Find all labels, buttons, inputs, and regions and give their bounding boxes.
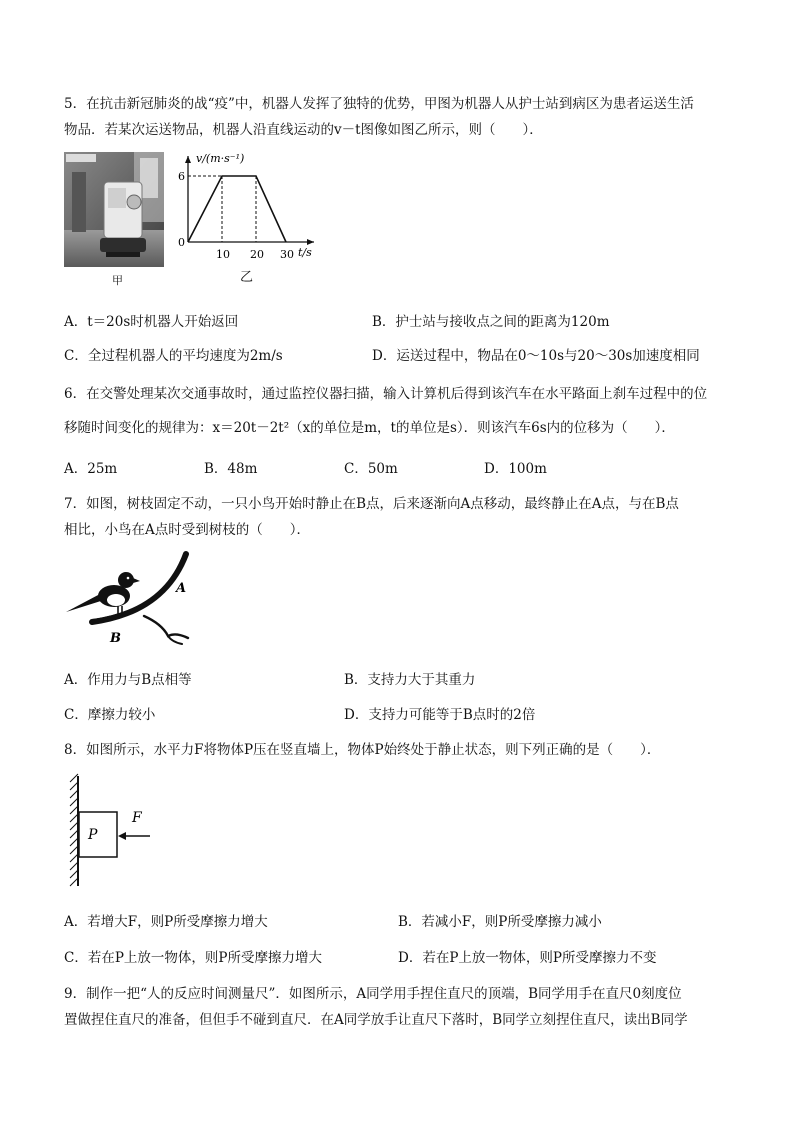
q5-option-d[interactable]: D．运送过程中，物品在0～10s与20～30s加速度相同: [372, 348, 700, 364]
q6-option-b[interactable]: B．48m: [204, 461, 258, 477]
q5-stem-line2: 物品．若某次运送物品，机器人沿直线运动的v－t图像如图乙所示，则（ ）．: [64, 122, 543, 138]
fig-yi-label: 乙: [240, 270, 254, 285]
fig-jia-label: 甲: [112, 274, 123, 287]
q5-option-a[interactable]: A．t＝20s时机器人开始返回: [64, 314, 239, 330]
q9-stem-line1: 9．制作一把“人的反应时间测量尺”．如图所示，A同学用手捏住直尺的顶端，B同学用手在直尺0刻度位: [64, 986, 682, 1002]
q6-stem-line2: 移随时间变化的规律为：x＝20t－2t²（x的单位是m，t的单位是s）．则该汽车6s内的位移为（ ）．: [64, 420, 675, 436]
y-axis-label: v/(m·s⁻¹): [196, 152, 245, 165]
q6-option-c[interactable]: C．50m: [344, 461, 398, 477]
force-f-label: F: [132, 810, 142, 826]
point-a-label: A: [176, 581, 187, 596]
x-axis-arrow-icon: [307, 239, 314, 245]
q6-option-a[interactable]: A．25m: [64, 461, 118, 477]
q5-option-c[interactable]: C．全过程机器人的平均速度为2m/s: [64, 348, 283, 364]
force-arrow-icon: [118, 832, 126, 840]
x-tick-20: 20: [250, 248, 264, 261]
wall-block-figure: [64, 772, 164, 890]
q8-option-d[interactable]: D．若在P上放一物体，则P所受摩擦力不变: [398, 950, 657, 966]
q7-stem-line2: 相比，小鸟在A点时受到树枝的（ ）．: [64, 522, 310, 538]
q7-option-a[interactable]: A．作用力与B点相等: [64, 672, 192, 688]
x-axis-label: t/s: [298, 246, 312, 259]
q6-option-d[interactable]: D．100m: [484, 461, 547, 477]
q8-option-b[interactable]: B．若减小F，则P所受摩擦力减小: [398, 914, 602, 930]
q8-option-a[interactable]: A．若增大F，则P所受摩擦力增大: [64, 914, 268, 930]
block-p: [79, 812, 117, 857]
y-axis-arrow-icon: [185, 156, 191, 163]
q6-stem-line1: 6．在交警处理某次交通事故时，通过监控仪器扫描，输入计算机后得到该汽车在水平路面上刹车过程中的位: [64, 386, 708, 402]
x-tick-10: 10: [216, 248, 230, 261]
q9-stem-line2: 置做捏住直尺的准备，但但手不碰到直尺．在A同学放手让直尺下落时，B同学立刻捏住直尺，读出B同学: [64, 1012, 688, 1028]
vt-trapezoid-line: [188, 176, 286, 242]
block-p-label: P: [88, 827, 98, 843]
point-b-label: B: [110, 631, 121, 646]
y-tick-6: 6: [178, 170, 185, 183]
q7-stem-line1: 7．如图，树枝固定不动，一只小鸟开始时静止在B点，后来逐渐向A点移动，最终静止在A点，与在B点: [64, 496, 679, 512]
vt-graph: [172, 150, 322, 270]
q7-option-d[interactable]: D．支持力可能等于B点时的2倍: [344, 707, 536, 723]
x-tick-30: 30: [280, 248, 294, 261]
robot-photo: [64, 152, 164, 267]
y-tick-0: 0: [178, 236, 185, 249]
q5-stem-line1: 5．在抗击新冠肺炎的战“疫”中，机器人发挥了独特的优势，甲图为机器人从护士站到病区为患者运送生活: [64, 96, 694, 112]
q7-option-c[interactable]: C．摩擦力较小: [64, 707, 156, 723]
q8-option-c[interactable]: C．若在P上放一物体，则P所受摩擦力增大: [64, 950, 322, 966]
wall-hatching: [70, 774, 78, 886]
q5-option-b[interactable]: B．护士站与接收点之间的距离为120m: [372, 314, 610, 330]
twig: [144, 616, 188, 638]
q7-option-b[interactable]: B．支持力大于其重力: [344, 672, 476, 688]
bird-on-branch-figure: [64, 550, 204, 650]
q8-stem-line1: 8．如图所示，水平力F将物体P压在竖直墙上，物体P始终处于静止状态，则下列正确的是（ ）．: [64, 742, 661, 758]
